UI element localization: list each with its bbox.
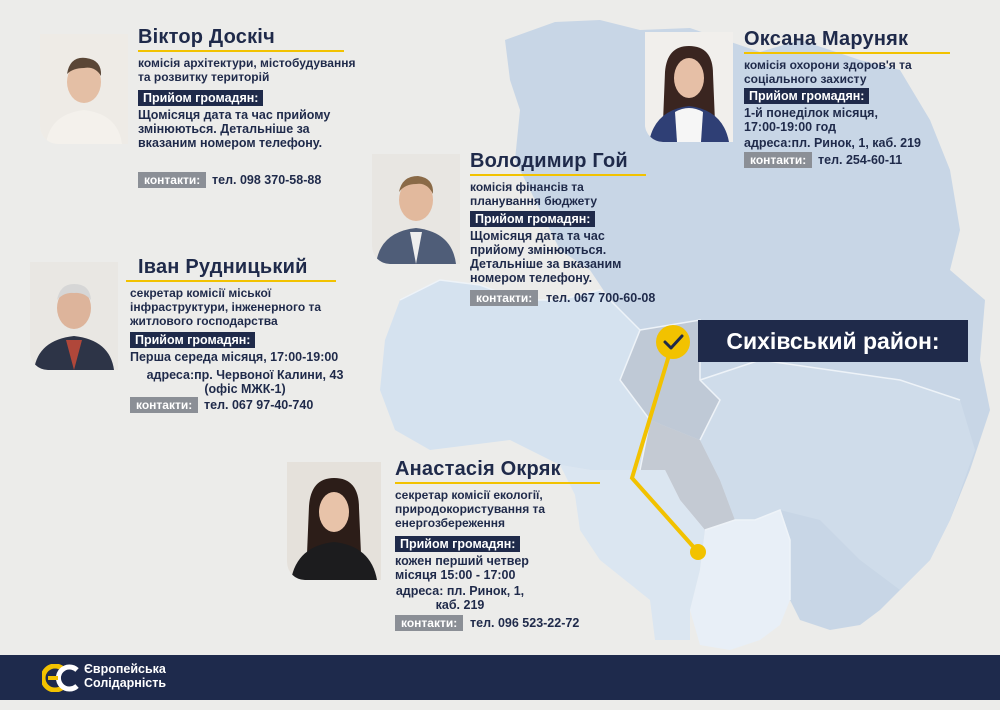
person-name: Оксана Маруняк bbox=[744, 28, 909, 50]
reception-text: Щомісяця дата та час прийому змінюються. Детальніше за вказаним номером телефону. bbox=[470, 229, 622, 285]
logo-line-2: Солідарність bbox=[84, 676, 167, 690]
address-text: адреса: пл. Ринок, 1, каб. 219 bbox=[395, 584, 525, 612]
avatar bbox=[40, 34, 128, 144]
avatar bbox=[645, 32, 733, 142]
address-text: адреса:пл. Ринок, 1, каб. 219 bbox=[744, 136, 922, 150]
reception-label: Прийом громадян: bbox=[130, 332, 255, 348]
map-region-sykhiv bbox=[690, 510, 790, 650]
avatar bbox=[372, 154, 460, 264]
reception-label: Прийом громадян: bbox=[138, 90, 263, 106]
person-name: Анастасія Окряк bbox=[395, 458, 561, 480]
footer-bar bbox=[0, 655, 1000, 700]
person-name: Віктор Доскіч bbox=[138, 26, 275, 48]
person-name: Іван Рудницький bbox=[138, 256, 308, 278]
contacts-label: контакти: bbox=[470, 290, 538, 306]
party-logo-text bbox=[84, 662, 166, 690]
commission-text: комісія архітектури, містобудування та розвитку територій bbox=[138, 56, 356, 84]
phone-number: тел. 067 97-40-740 bbox=[204, 398, 314, 412]
contacts-label: контакти: bbox=[395, 615, 463, 631]
address-text: адреса:пр. Червоної Калини, 43 (офіс МЖК-1) bbox=[146, 368, 344, 396]
pointer-dot bbox=[690, 544, 706, 560]
name-underline bbox=[126, 280, 336, 282]
phone-number: тел. 096 523-22-72 bbox=[470, 616, 580, 630]
commission-text: комісія охорони здоров'я та соціального захисту bbox=[744, 58, 912, 86]
avatar bbox=[287, 462, 381, 580]
district-title: Сихівський район: bbox=[698, 320, 968, 362]
name-underline bbox=[744, 52, 950, 54]
commission-text: комісія фінансів та планування бюджету bbox=[470, 180, 598, 208]
logo-line-1: Європейська bbox=[84, 662, 166, 676]
map-region-west bbox=[380, 280, 650, 470]
reception-label: Прийом громадян: bbox=[470, 211, 595, 227]
reception-text: 1-й понеділок місяця, 17:00-19:00 год bbox=[744, 106, 878, 134]
phone-number: тел. 067 700-60-08 bbox=[546, 291, 656, 305]
contacts-label: контакти: bbox=[130, 397, 198, 413]
contacts-label: контакти: bbox=[744, 152, 812, 168]
commission-text: секретар комісії екології, природокористування та енергозбереження bbox=[395, 488, 546, 530]
name-underline bbox=[470, 174, 646, 176]
reception-text: кожен перший четвер місяця 15:00 - 17:00 bbox=[395, 554, 529, 582]
check-icon bbox=[656, 325, 690, 359]
person-name: Володимир Гой bbox=[470, 150, 628, 172]
reception-text: Перша середа місяця, 17:00-19:00 bbox=[130, 350, 339, 364]
phone-number: тел. 098 370-58-88 bbox=[212, 173, 322, 187]
phone-number: тел. 254-60-11 bbox=[818, 153, 903, 167]
contacts-label: контакти: bbox=[138, 172, 206, 188]
name-underline bbox=[138, 50, 344, 52]
commission-text: секретар комісії міської інфраструктури, інженерного та житлового господарства bbox=[130, 286, 322, 328]
party-logo-icon bbox=[42, 664, 80, 692]
name-underline bbox=[395, 482, 600, 484]
reception-label: Прийом громадян: bbox=[744, 88, 869, 104]
reception-text: Щомісяця дата та час прийому змінюються. Детальніше за вказаним номером телефону. bbox=[138, 108, 331, 150]
avatar bbox=[30, 262, 118, 370]
reception-label: Прийом громадян: bbox=[395, 536, 520, 552]
